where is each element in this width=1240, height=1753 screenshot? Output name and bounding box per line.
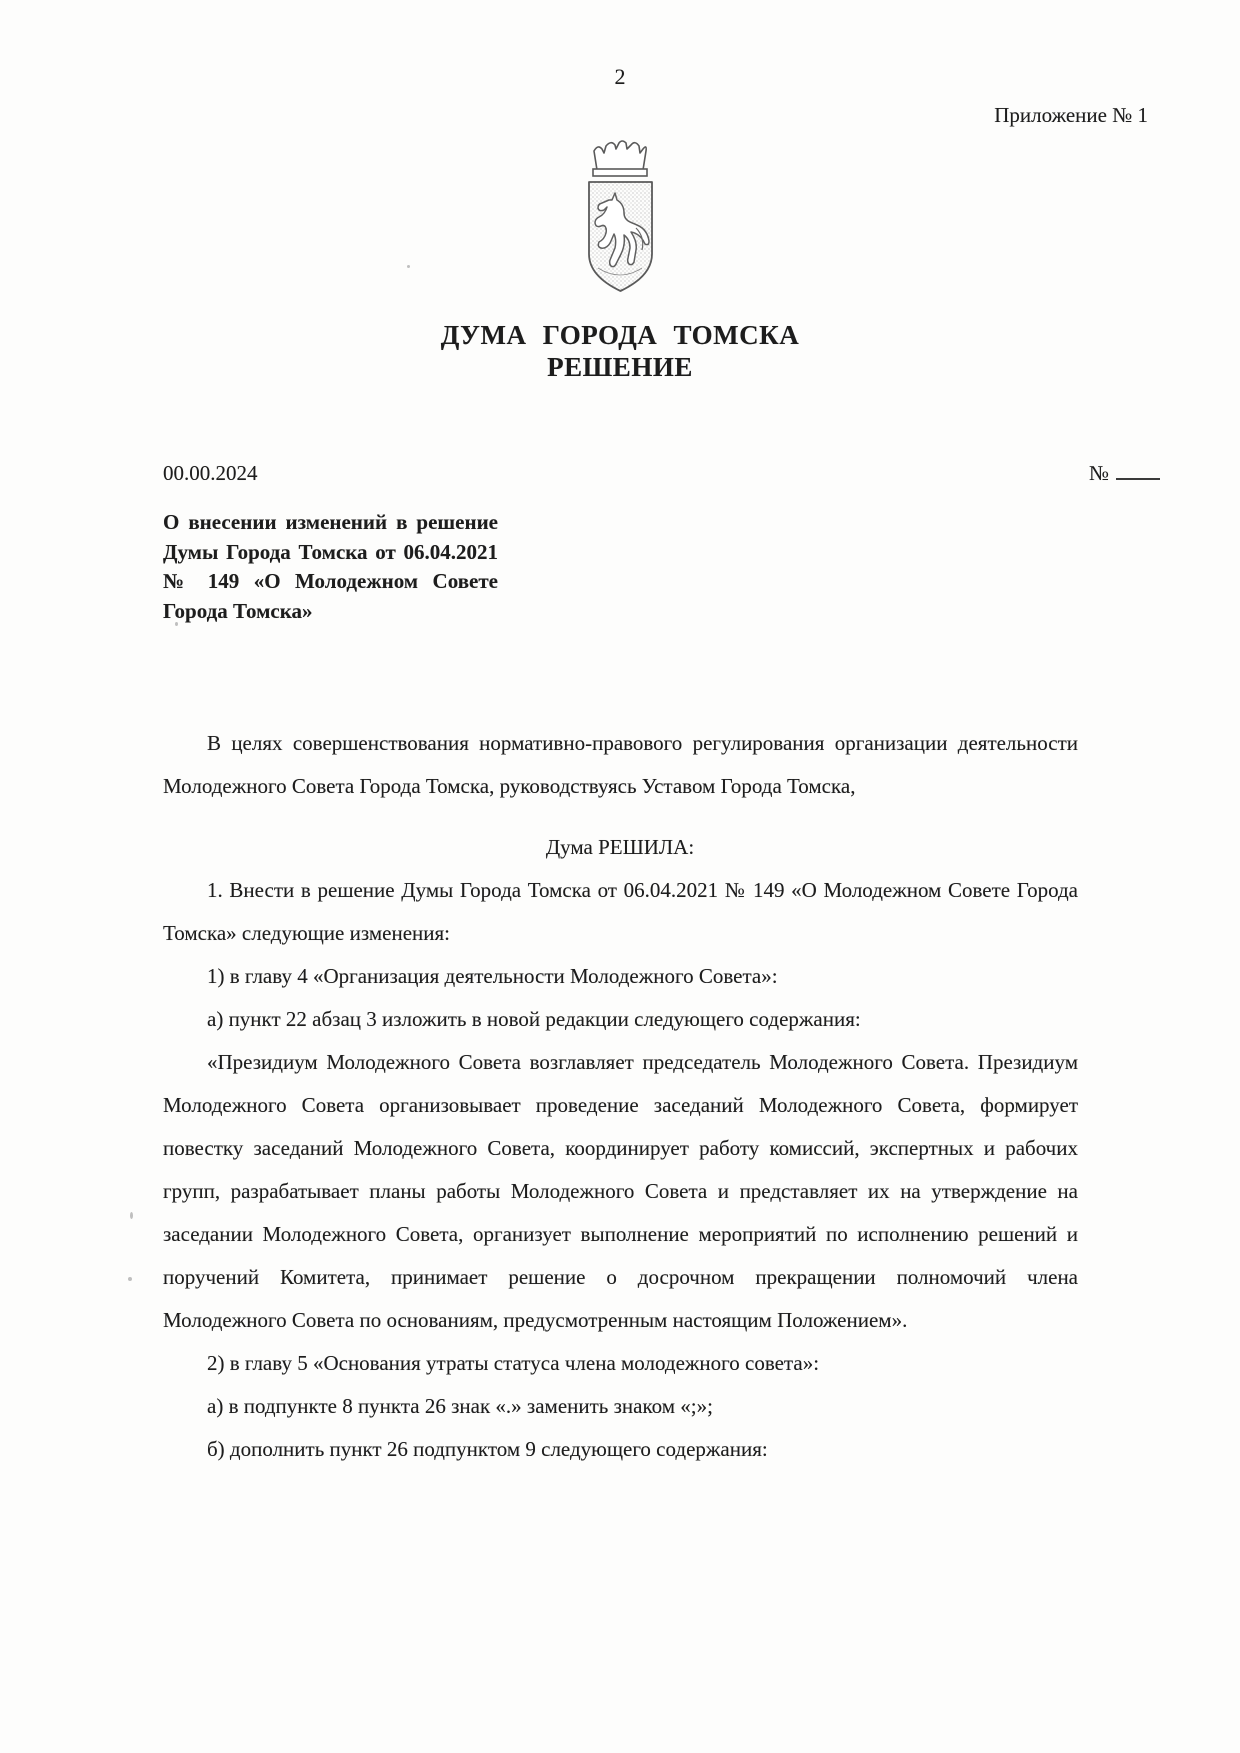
scan-speck [130,1212,133,1219]
preamble-paragraph: В целях совершенствования нормативно-правового регулирования организации деятельности Молодежного Совета Города Томска, руководствуясь Уставом Города Томска, [163,731,1078,798]
body-paragraph-2: 1) в главу 4 «Организация деятельности Молодежного Совета»: [207,964,778,988]
body-paragraph-7: б) дополнить пункт 26 подпунктом 9 следующего содержания: [207,1437,768,1461]
page-number: 2 [614,64,626,89]
scan-speck [175,622,178,626]
scan-speck [128,1277,132,1281]
organization-title: ДУМА ГОРОДА ТОМСКА [440,320,800,350]
number-sign: № [1088,461,1109,485]
body-paragraph-3: а) пункт 22 абзац 3 изложить в новой редакции следующего содержания: [207,1007,861,1031]
number-blank-line [1116,460,1160,480]
appendix-label: Приложение № 1 [994,103,1148,127]
document-body [0,722,1240,1471]
body-paragraph-4: «Президиум Молодежного Совета возглавляет председатель Молодежного Совета. Президиум Молодежного Совета организовывает проведение заседаний Молодежного Совета, формирует повестку заседаний Молодежного Совета, координирует работу комиссий, экспертных и рабочих групп, разрабатывает планы работы Молодежного Совета и представляет их на утверждение на заседании Молодежного Совета, организует выполнение мероприятий по исполнению решений и поручений Комитета, принимает решение о досрочном прекращении полномочий члена Молодежного Совета по основаниям, предусмотренным настоящим Положением». [163,1050,1078,1332]
document-type-title: РЕШЕНИЕ [547,352,693,382]
body-paragraph-1: 1. Внести в решение Думы Города Томска от 06.04.2021 № 149 «О Молодежном Совете Города Томска» следующие изменения: [163,878,1078,945]
document-number [1089,460,1160,486]
body-paragraph-6: а) в подпункте 8 пункта 26 знак «.» заменить знаком «;»; [207,1394,713,1418]
document-subject: О внесении изменений в решение Думы Города Томска от 06.04.2021 № 149 «О Молодежном Совете Города Томска» [163,510,498,623]
scan-speck [407,265,410,268]
tomsk-coat-of-arms-icon [568,136,672,296]
meta-row [163,460,1160,486]
resolution-heading: Дума РЕШИЛА: [545,835,695,859]
document-date: 00.00.2024 [163,461,258,485]
body-paragraph-5: 2) в главу 5 «Основания утраты статуса члена молодежного совета»: [207,1351,820,1375]
